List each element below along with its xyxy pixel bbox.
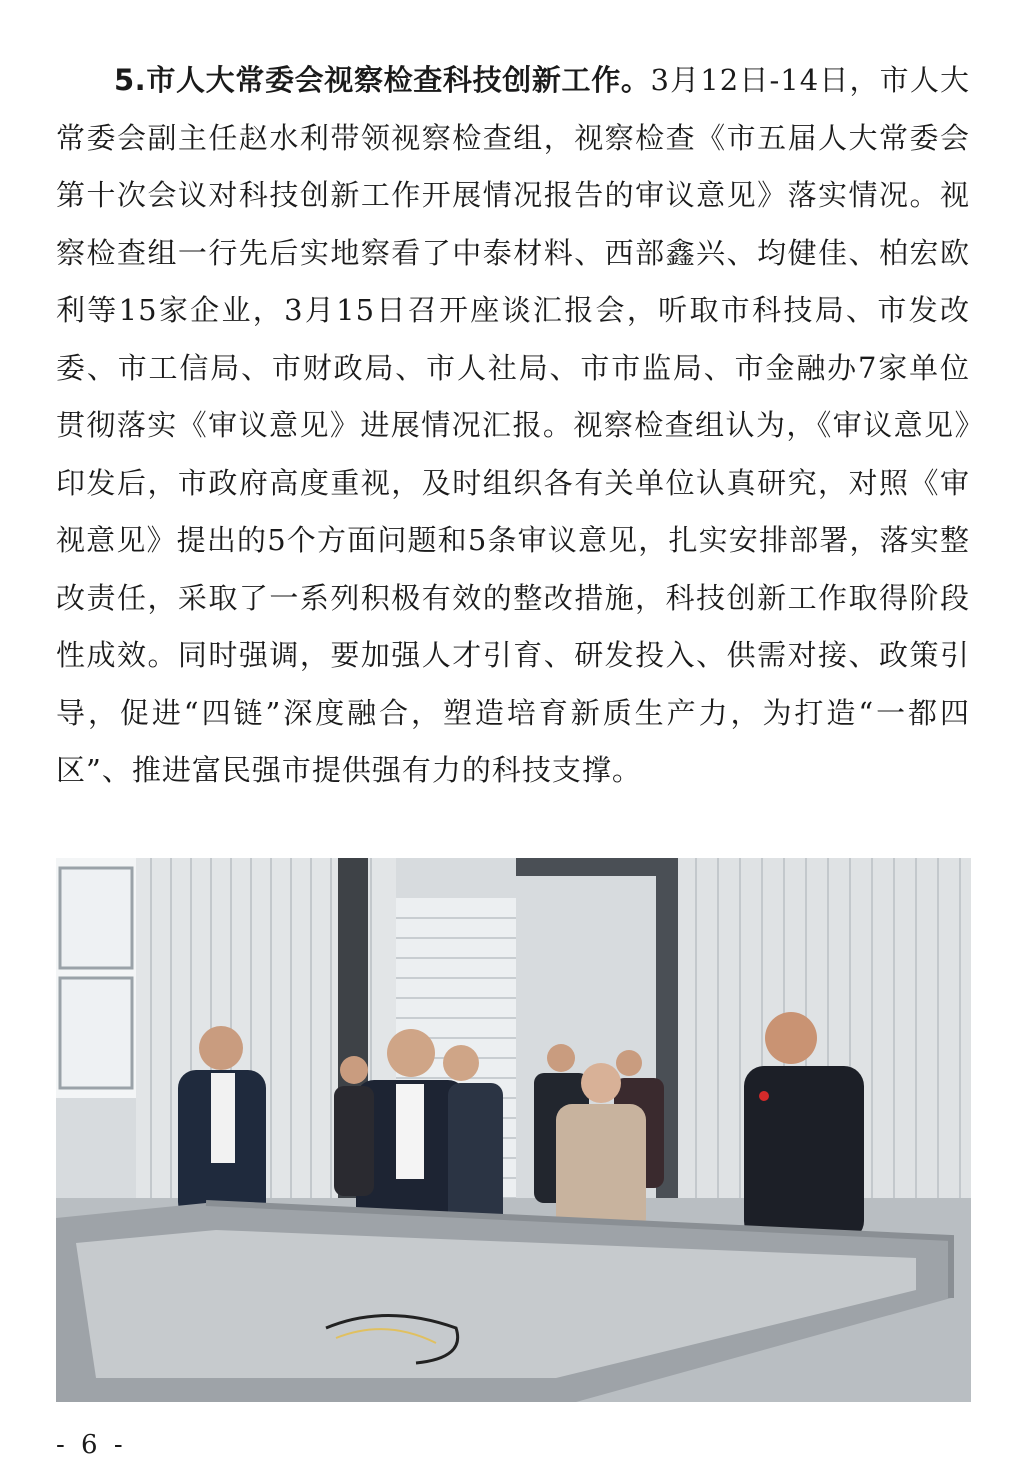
article-paragraph bbox=[56, 52, 970, 800]
inspection-photo bbox=[56, 858, 971, 1402]
article-text bbox=[56, 52, 970, 800]
window bbox=[56, 858, 136, 1098]
photo-illustration bbox=[56, 858, 971, 1402]
article-body: 3月12日-14日，市人大常委会副主任赵水利带领视察检查组，视察检查《市五届人大常委会第十次会议对科技创新工作开展情况报告的审议意见》落实情况。视察检查组一行先后实地察看了中泰材料、西部鑫兴、均健佳、柏宏欧利等15家企业，3月15日召开座谈汇报会，听取市科技局、市发改委、市工信局、市财政局、市人社局、市市监局、市金融办7家单位贯彻落实《审议意见》进展情况汇报。视察检查组认为，《审议意见》印发后，市政府高度重视，及时组织各有关单位认真研究，对照《审视意见》提出的5个方面问题和5条审议意见，扎实安排部署，落实整改责任，采取了一系列积极有效的整改措施，科技创新工作取得阶段性成效。同时强调，要加强人才引育、研发投入、供需对接、政策引导，促进“四链”深度融合，塑造培育新质生产力，为打造“一都四区”、推进富民强市提供强有力的科技支撑。 bbox=[56, 63, 970, 787]
article-heading: 5.市人大常委会视察检查科技创新工作。 bbox=[114, 63, 651, 97]
page-number: - 6 - bbox=[56, 1430, 127, 1460]
